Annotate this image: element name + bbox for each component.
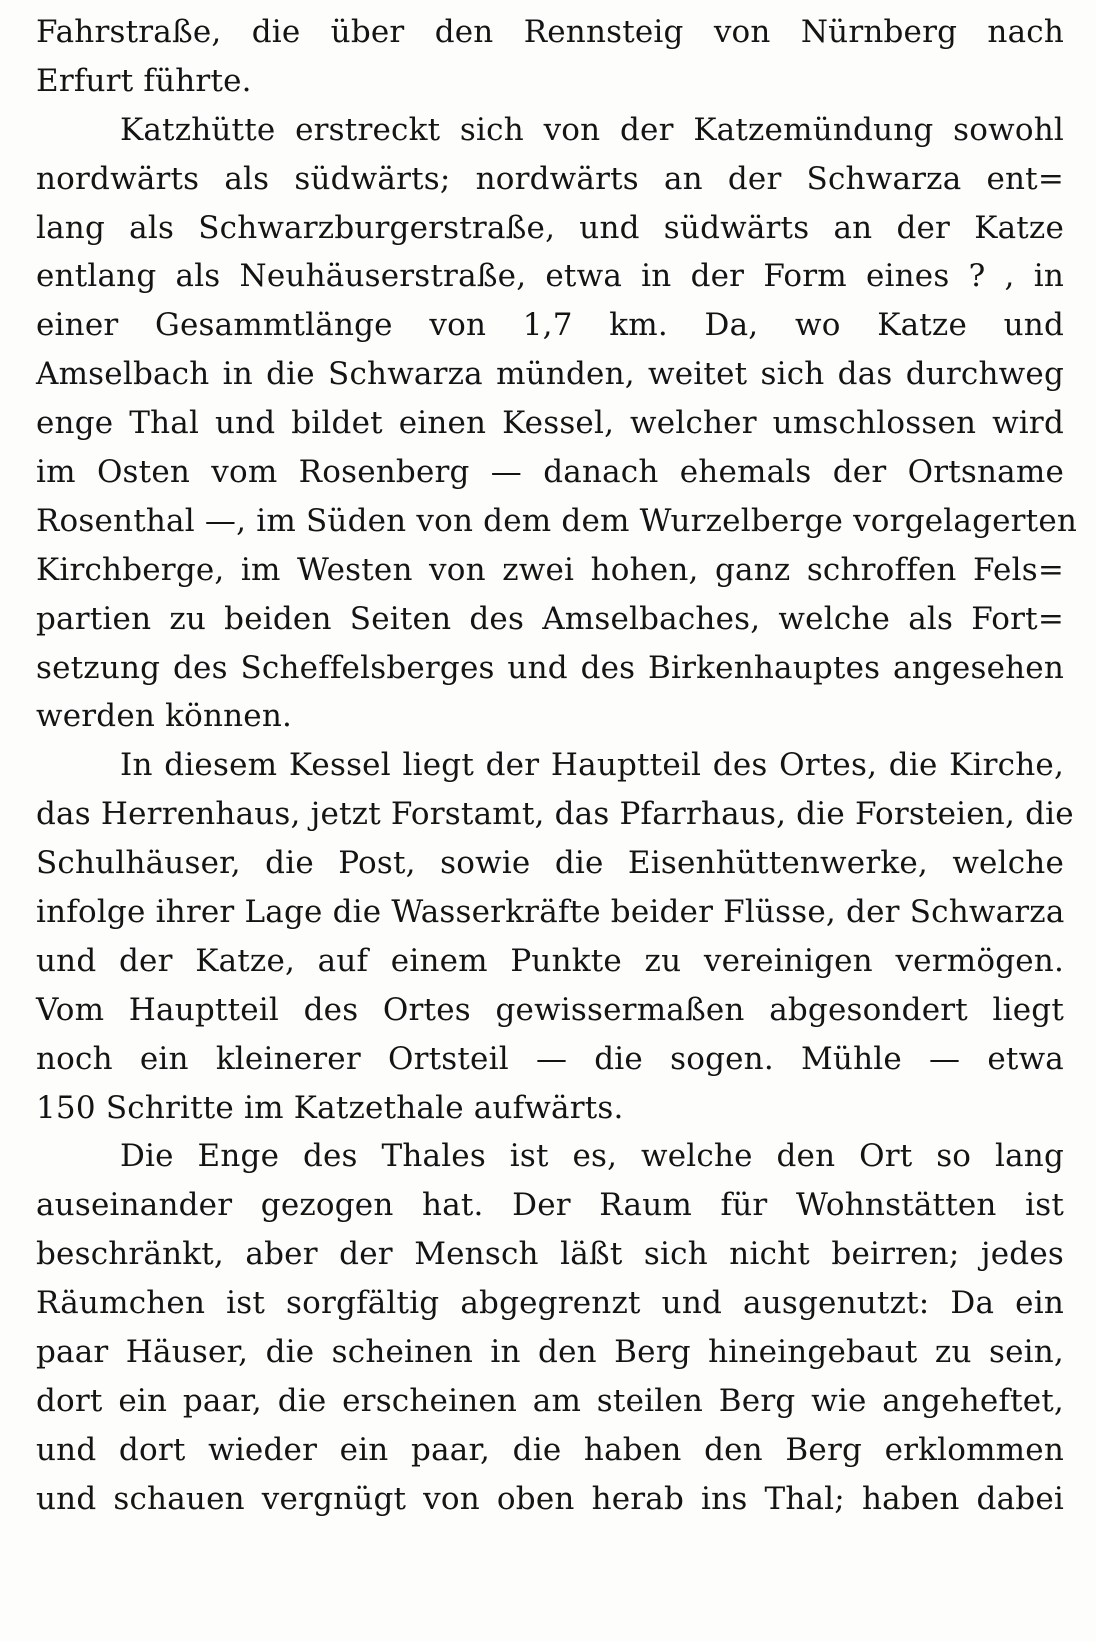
text-line: Vom Hauptteil des Ortes gewissermaßen abgesondert liegt (36, 991, 1064, 1028)
body-text (36, 8, 1078, 1524)
text-line: Rosenthal —, im Süden von dem dem Wurzelberge vorgelagerten (36, 502, 1078, 539)
text-line: das Herrenhaus, jetzt Forstamt, das Pfarrhaus, die Forsteien, die (36, 796, 1074, 833)
text-line: Kirchberge, im Westen von zwei hohen, ganz schroffen Fels= (36, 551, 1064, 588)
text-line: und der Katze, auf einem Punkte zu vereinigen vermögen. (36, 942, 1064, 979)
text-line: lang als Schwarzburgerstraße, und südwärts an der Katze (36, 209, 1064, 246)
text-line: Schulhäuser, die Post, sowie die Eisenhüttenwerke, welche (36, 845, 1064, 882)
text-line: und dort wieder ein paar, die haben den Berg erklommen (36, 1431, 1064, 1468)
text-line: und schauen vergnügt von oben herab ins Thal; haben dabei (36, 1480, 1064, 1517)
text-line: beschränkt, aber der Mensch läßt sich nicht beirren; jedes (36, 1236, 1064, 1273)
text-line: partien zu beiden Seiten des Amselbaches, welche als Fort= (36, 600, 1064, 637)
text-line: In diesem Kessel liegt der Hauptteil des Ortes, die Kirche, (120, 747, 1064, 784)
text-line: Räumchen ist sorgfältig abgegrenzt und ausgenutzt: Da ein (36, 1285, 1064, 1322)
text-line: auseinander gezogen hat. Der Raum für Wohnstätten ist (36, 1187, 1064, 1224)
text-line: infolge ihrer Lage die Wasserkräfte beider Flüsse, der Schwarza (36, 894, 1065, 931)
text-line: nordwärts als südwärts; nordwärts an der Schwarza ent= (36, 160, 1064, 197)
text-line: Erfurt führte. (36, 62, 252, 99)
text-line: Fahrstraße, die über den Rennsteig von Nürnberg nach (36, 14, 1064, 50)
text-line: 150 Schritte im Katzethale aufwärts. (36, 1089, 624, 1126)
text-line: entlang als Neuhäuserstraße, etwa in der Form eines ? , in (36, 258, 1064, 295)
text-line: noch ein kleinerer Ortsteil — die sogen. Mühle — etwa (36, 1040, 1064, 1077)
text-line: Amselbach in die Schwarza münden, weitet sich das durchweg (36, 356, 1064, 393)
text-line: werden können. (36, 698, 293, 735)
text-line: enge Thal und bildet einen Kessel, welcher umschlossen wird (36, 405, 1064, 442)
text-line: einer Gesammtlänge von 1,7 km. Da, wo Katze und (36, 307, 1064, 344)
text-line: setzung des Scheffelsberges und des Birkenhauptes angesehen (36, 649, 1064, 686)
text-line: Die Enge des Thales ist es, welche den Ort so lang (120, 1138, 1064, 1175)
text-line: dort ein paar, die erscheinen am steilen Berg wie angeheftet, (36, 1382, 1064, 1419)
text-line: Katzhütte erstreckt sich von der Katzemündung sowohl (120, 111, 1064, 148)
text-line: im Osten vom Rosenberg — danach ehemals der Ortsname (36, 454, 1064, 491)
text-line: paar Häuser, die scheinen in den Berg hineingebaut zu sein, (36, 1334, 1064, 1371)
